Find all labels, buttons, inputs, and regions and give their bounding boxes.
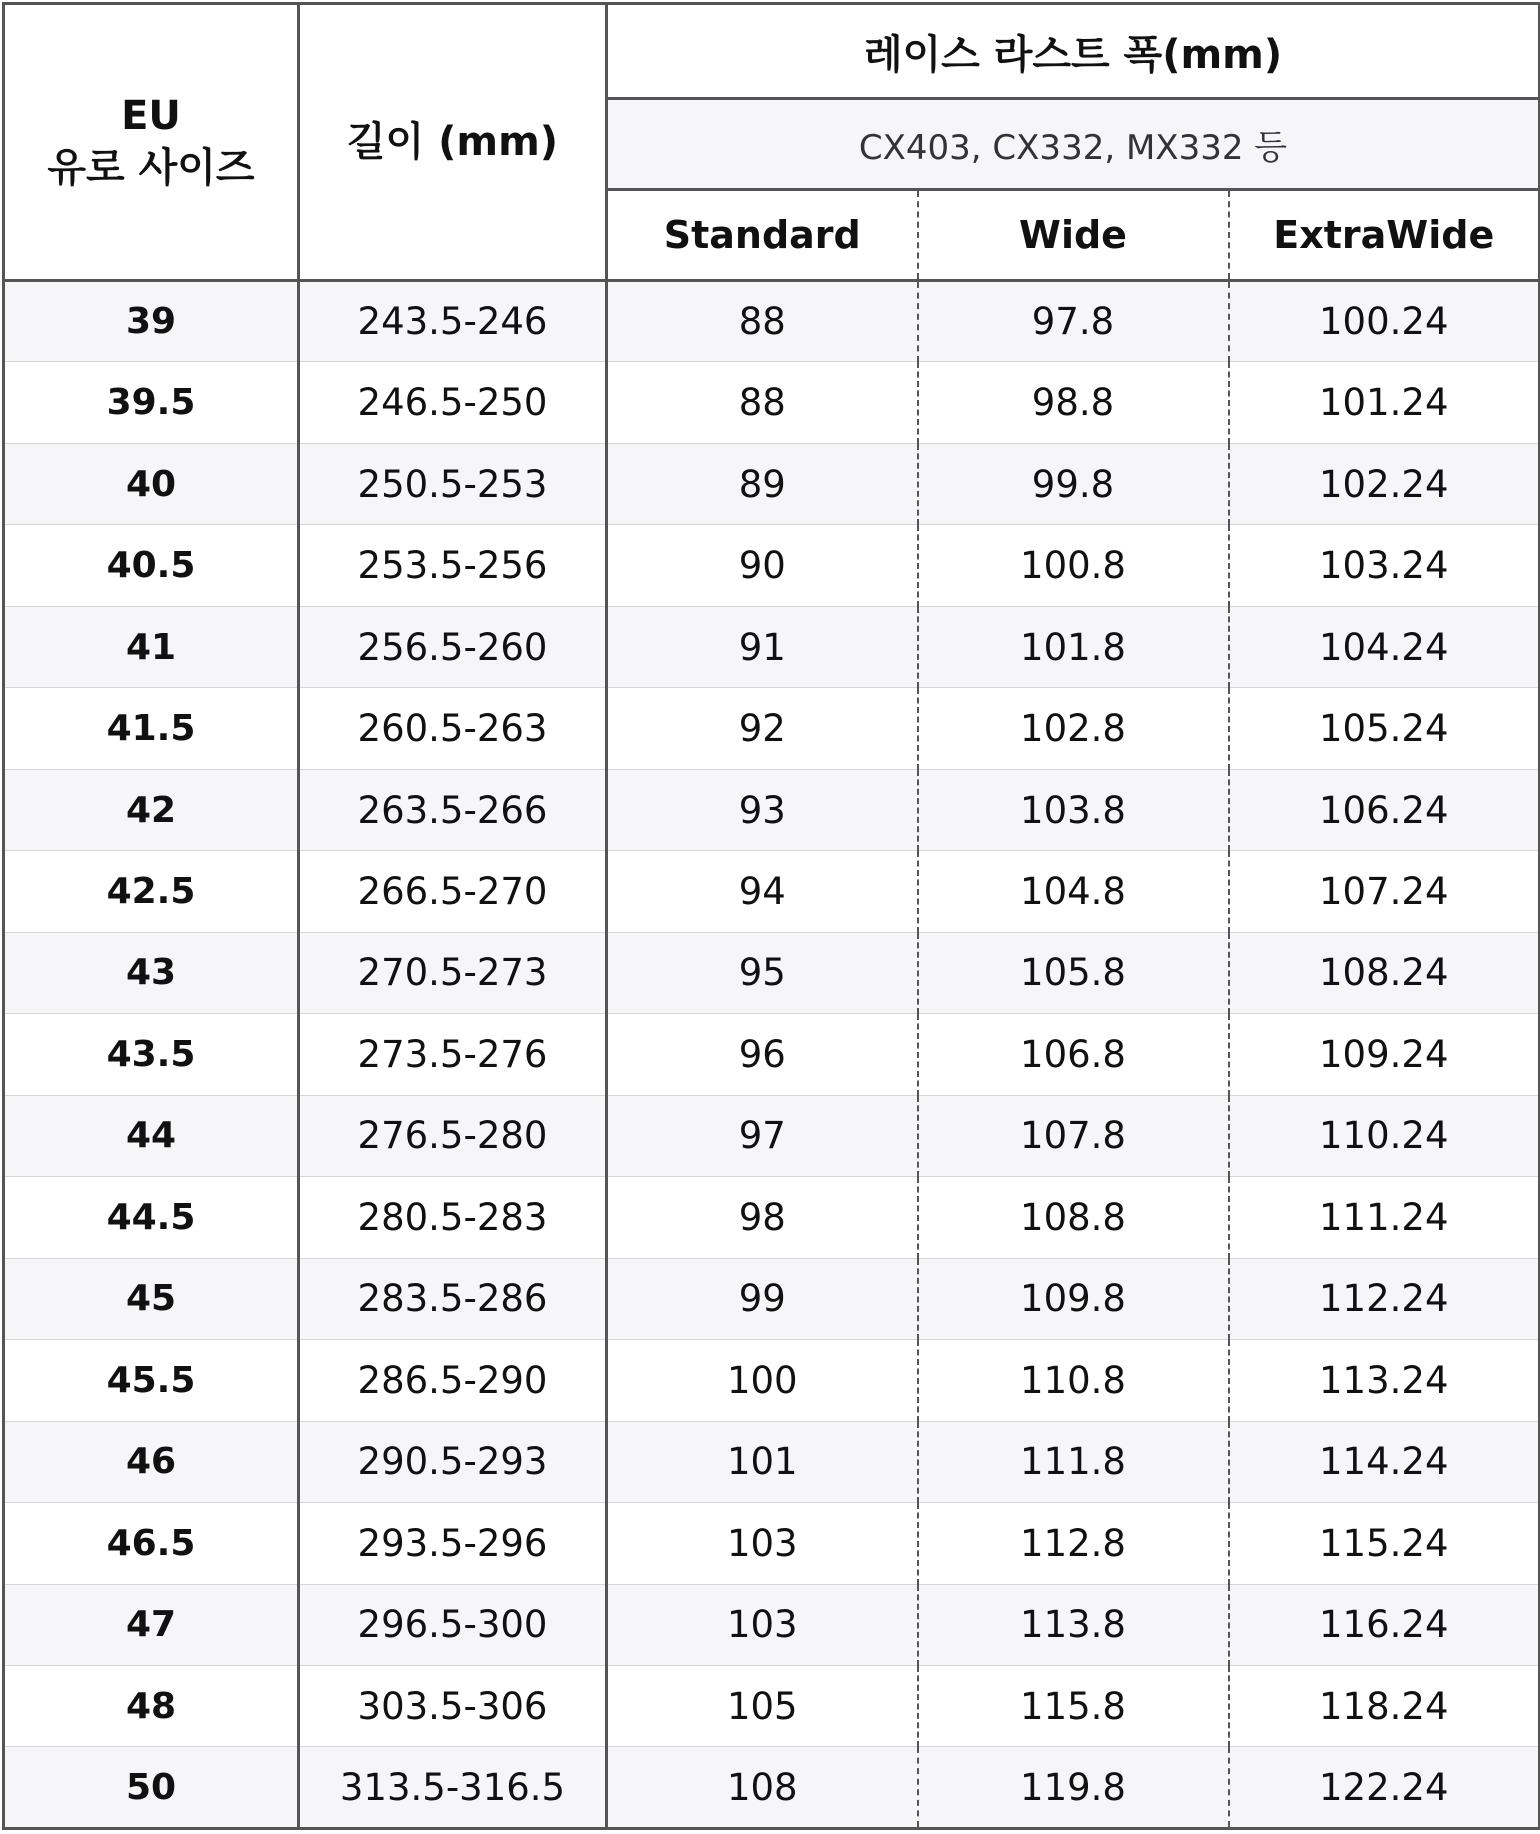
standard-width-cell: 101 bbox=[607, 1421, 918, 1502]
wide-width-cell: 110.8 bbox=[918, 1340, 1229, 1421]
extrawide-width-cell: 103.24 bbox=[1229, 525, 1540, 606]
standard-width-cell: 95 bbox=[607, 932, 918, 1013]
header-wide: Wide bbox=[918, 190, 1229, 281]
wide-width-cell: 100.8 bbox=[918, 525, 1229, 606]
length-cell: 270.5-273 bbox=[299, 932, 607, 1013]
extrawide-width-cell: 101.24 bbox=[1229, 362, 1540, 443]
wide-width-cell: 106.8 bbox=[918, 1014, 1229, 1095]
table-row bbox=[4, 1095, 1540, 1176]
eu-size-cell: 46.5 bbox=[4, 1503, 299, 1584]
table-row bbox=[4, 281, 1540, 362]
header-eu-line2: 유로 사이즈 bbox=[47, 145, 255, 191]
extrawide-width-cell: 122.24 bbox=[1229, 1747, 1540, 1829]
wide-width-cell: 99.8 bbox=[918, 443, 1229, 524]
header-extrawide: ExtraWide bbox=[1229, 190, 1540, 281]
header-standard: Standard bbox=[607, 190, 918, 281]
length-cell: 280.5-283 bbox=[299, 1177, 607, 1258]
standard-width-cell: 88 bbox=[607, 281, 918, 362]
length-cell: 283.5-286 bbox=[299, 1258, 607, 1339]
length-cell: 250.5-253 bbox=[299, 443, 607, 524]
length-cell: 293.5-296 bbox=[299, 1503, 607, 1584]
table-row bbox=[4, 1340, 1540, 1421]
wide-width-cell: 109.8 bbox=[918, 1258, 1229, 1339]
eu-size-cell: 39.5 bbox=[4, 362, 299, 443]
standard-width-cell: 99 bbox=[607, 1258, 918, 1339]
size-table bbox=[2, 2, 1540, 1830]
standard-width-cell: 100 bbox=[607, 1340, 918, 1421]
extrawide-width-cell: 107.24 bbox=[1229, 851, 1540, 932]
wide-width-cell: 98.8 bbox=[918, 362, 1229, 443]
standard-width-cell: 88 bbox=[607, 362, 918, 443]
extrawide-width-cell: 112.24 bbox=[1229, 1258, 1540, 1339]
table-row bbox=[4, 851, 1540, 932]
table-row bbox=[4, 1747, 1540, 1829]
length-cell: 256.5-260 bbox=[299, 606, 607, 687]
table-row bbox=[4, 688, 1540, 769]
extrawide-width-cell: 105.24 bbox=[1229, 688, 1540, 769]
table-row bbox=[4, 1503, 1540, 1584]
wide-width-cell: 104.8 bbox=[918, 851, 1229, 932]
eu-size-cell: 40 bbox=[4, 443, 299, 524]
length-cell: 253.5-256 bbox=[299, 525, 607, 606]
eu-size-cell: 41 bbox=[4, 606, 299, 687]
standard-width-cell: 103 bbox=[607, 1584, 918, 1665]
length-cell: 296.5-300 bbox=[299, 1584, 607, 1665]
wide-width-cell: 105.8 bbox=[918, 932, 1229, 1013]
eu-size-cell: 39 bbox=[4, 281, 299, 362]
wide-width-cell: 101.8 bbox=[918, 606, 1229, 687]
standard-width-cell: 108 bbox=[607, 1747, 918, 1829]
length-cell: 243.5-246 bbox=[299, 281, 607, 362]
standard-width-cell: 98 bbox=[607, 1177, 918, 1258]
eu-size-cell: 44.5 bbox=[4, 1177, 299, 1258]
table-body bbox=[4, 281, 1540, 1829]
wide-width-cell: 115.8 bbox=[918, 1665, 1229, 1746]
eu-size-cell: 46 bbox=[4, 1421, 299, 1502]
extrawide-width-cell: 106.24 bbox=[1229, 769, 1540, 850]
length-cell: 266.5-270 bbox=[299, 851, 607, 932]
eu-size-cell: 42.5 bbox=[4, 851, 299, 932]
header-models: CX403, CX332, MX332 등 bbox=[607, 99, 1540, 190]
wide-width-cell: 113.8 bbox=[918, 1584, 1229, 1665]
standard-width-cell: 96 bbox=[607, 1014, 918, 1095]
wide-width-cell: 103.8 bbox=[918, 769, 1229, 850]
length-cell: 303.5-306 bbox=[299, 1665, 607, 1746]
length-cell: 260.5-263 bbox=[299, 688, 607, 769]
extrawide-width-cell: 118.24 bbox=[1229, 1665, 1540, 1746]
eu-size-cell: 43.5 bbox=[4, 1014, 299, 1095]
standard-width-cell: 89 bbox=[607, 443, 918, 524]
standard-width-cell: 97 bbox=[607, 1095, 918, 1176]
eu-size-cell: 42 bbox=[4, 769, 299, 850]
standard-width-cell: 103 bbox=[607, 1503, 918, 1584]
length-cell: 290.5-293 bbox=[299, 1421, 607, 1502]
extrawide-width-cell: 102.24 bbox=[1229, 443, 1540, 524]
table-row bbox=[4, 1584, 1540, 1665]
extrawide-width-cell: 116.24 bbox=[1229, 1584, 1540, 1665]
standard-width-cell: 94 bbox=[607, 851, 918, 932]
table-row bbox=[4, 362, 1540, 443]
length-cell: 273.5-276 bbox=[299, 1014, 607, 1095]
extrawide-width-cell: 113.24 bbox=[1229, 1340, 1540, 1421]
table-row bbox=[4, 769, 1540, 850]
eu-size-cell: 43 bbox=[4, 932, 299, 1013]
eu-size-cell: 44 bbox=[4, 1095, 299, 1176]
wide-width-cell: 97.8 bbox=[918, 281, 1229, 362]
eu-size-cell: 45 bbox=[4, 1258, 299, 1339]
table-row bbox=[4, 1014, 1540, 1095]
header-lace-width: 레이스 라스트 폭(mm) bbox=[607, 4, 1540, 99]
extrawide-width-cell: 104.24 bbox=[1229, 606, 1540, 687]
standard-width-cell: 91 bbox=[607, 606, 918, 687]
wide-width-cell: 112.8 bbox=[918, 1503, 1229, 1584]
extrawide-width-cell: 109.24 bbox=[1229, 1014, 1540, 1095]
table-row bbox=[4, 606, 1540, 687]
table-row bbox=[4, 525, 1540, 606]
wide-width-cell: 108.8 bbox=[918, 1177, 1229, 1258]
eu-size-cell: 47 bbox=[4, 1584, 299, 1665]
eu-size-cell: 50 bbox=[4, 1747, 299, 1829]
length-cell: 263.5-266 bbox=[299, 769, 607, 850]
standard-width-cell: 105 bbox=[607, 1665, 918, 1746]
eu-size-cell: 40.5 bbox=[4, 525, 299, 606]
wide-width-cell: 102.8 bbox=[918, 688, 1229, 769]
extrawide-width-cell: 111.24 bbox=[1229, 1177, 1540, 1258]
length-cell: 246.5-250 bbox=[299, 362, 607, 443]
table-row bbox=[4, 932, 1540, 1013]
table-row bbox=[4, 1177, 1540, 1258]
extrawide-width-cell: 110.24 bbox=[1229, 1095, 1540, 1176]
table-row bbox=[4, 1665, 1540, 1746]
length-cell: 276.5-280 bbox=[299, 1095, 607, 1176]
standard-width-cell: 92 bbox=[607, 688, 918, 769]
wide-width-cell: 119.8 bbox=[918, 1747, 1229, 1829]
extrawide-width-cell: 114.24 bbox=[1229, 1421, 1540, 1502]
wide-width-cell: 107.8 bbox=[918, 1095, 1229, 1176]
eu-size-cell: 41.5 bbox=[4, 688, 299, 769]
eu-size-cell: 45.5 bbox=[4, 1340, 299, 1421]
length-cell: 313.5-316.5 bbox=[299, 1747, 607, 1829]
eu-size-cell: 48 bbox=[4, 1665, 299, 1746]
length-cell: 286.5-290 bbox=[299, 1340, 607, 1421]
standard-width-cell: 90 bbox=[607, 525, 918, 606]
wide-width-cell: 111.8 bbox=[918, 1421, 1229, 1502]
table-row bbox=[4, 1258, 1540, 1339]
table-row bbox=[4, 1421, 1540, 1502]
header-eu-line1: EU bbox=[121, 93, 181, 139]
header-eu-size bbox=[4, 4, 299, 281]
table-header bbox=[4, 4, 1540, 281]
standard-width-cell: 93 bbox=[607, 769, 918, 850]
extrawide-width-cell: 115.24 bbox=[1229, 1503, 1540, 1584]
extrawide-width-cell: 100.24 bbox=[1229, 281, 1540, 362]
header-length: 길이 (mm) bbox=[299, 4, 607, 281]
extrawide-width-cell: 108.24 bbox=[1229, 932, 1540, 1013]
table-row bbox=[4, 443, 1540, 524]
